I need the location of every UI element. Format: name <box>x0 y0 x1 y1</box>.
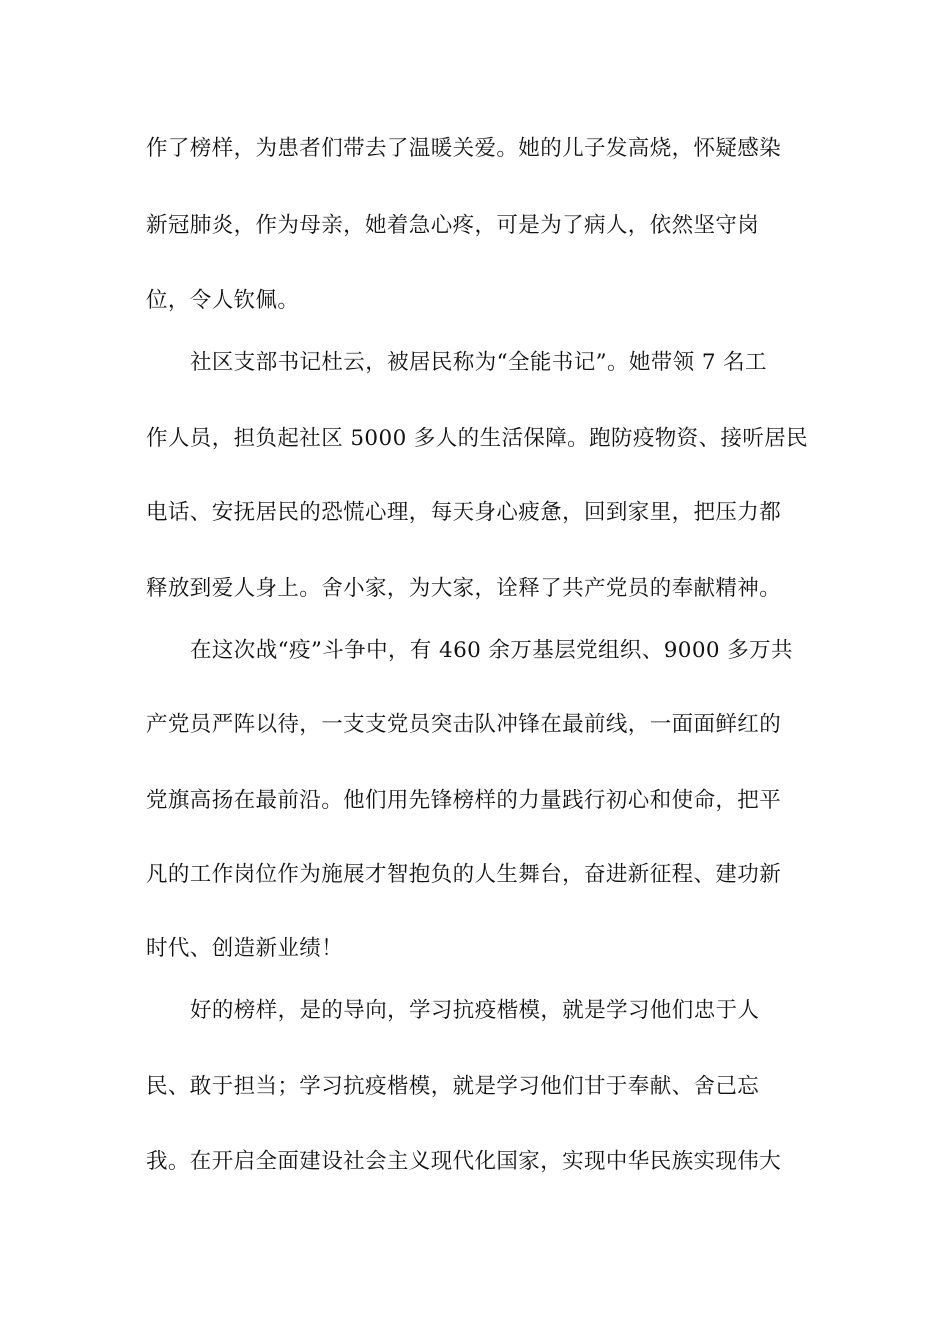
text-line-7: 释放到爱人身上。舍小家，为大家，诠释了共产党员的奉献精神。 <box>146 576 782 601</box>
text-line-8: 在这次战“疫”斗争中，有 460 余万基层党组织、9000 多万共 <box>190 638 793 663</box>
text-line-11: 凡的工作岗位作为施展才智抱负的人生舞台，奋进新征程、建功新 <box>146 862 782 887</box>
text-line-2: 新冠肺炎，作为母亲，她着急心疼，可是为了病人，依然坚守岗 <box>146 213 760 238</box>
text-line-5: 作人员，担负起社区 5000 多人的生活保障。跑防疫物资、接听居民 <box>146 426 809 451</box>
text-line-10: 党旗高扬在最前沿。他们用先锋榜样的力量践行初心和使命，把平 <box>146 788 782 813</box>
text-line-15: 我。在开启全面建设社会主义现代化国家，实现中华民族实现伟大 <box>146 1149 782 1174</box>
text-line-13: 好的榜样，是的导向，学习抗疫楷模，就是学习他们忠于人 <box>190 998 760 1023</box>
text-line-3: 位，令人钦佩。 <box>146 288 300 313</box>
text-line-6: 电话、安抚居民的恐慌心理，每天身心疲惫，回到家里，把压力都 <box>146 500 782 525</box>
text-line-9: 产党员严阵以待，一支支党员突击队冲锋在最前线，一面面鲜红的 <box>146 712 782 737</box>
text-line-4: 社区支部书记杜云，被居民称为“全能书记”。她带领 7 名工 <box>190 350 767 375</box>
text-line-14: 民、敢于担当；学习抗疫楷模，就是学习他们甘于奉献、舍己忘 <box>146 1074 760 1099</box>
text-line-1: 作了榜样，为患者们带去了温暖关爱。她的儿子发高烧，怀疑感染 <box>146 136 782 161</box>
text-line-12: 时代、创造新业绩！ <box>146 936 344 961</box>
